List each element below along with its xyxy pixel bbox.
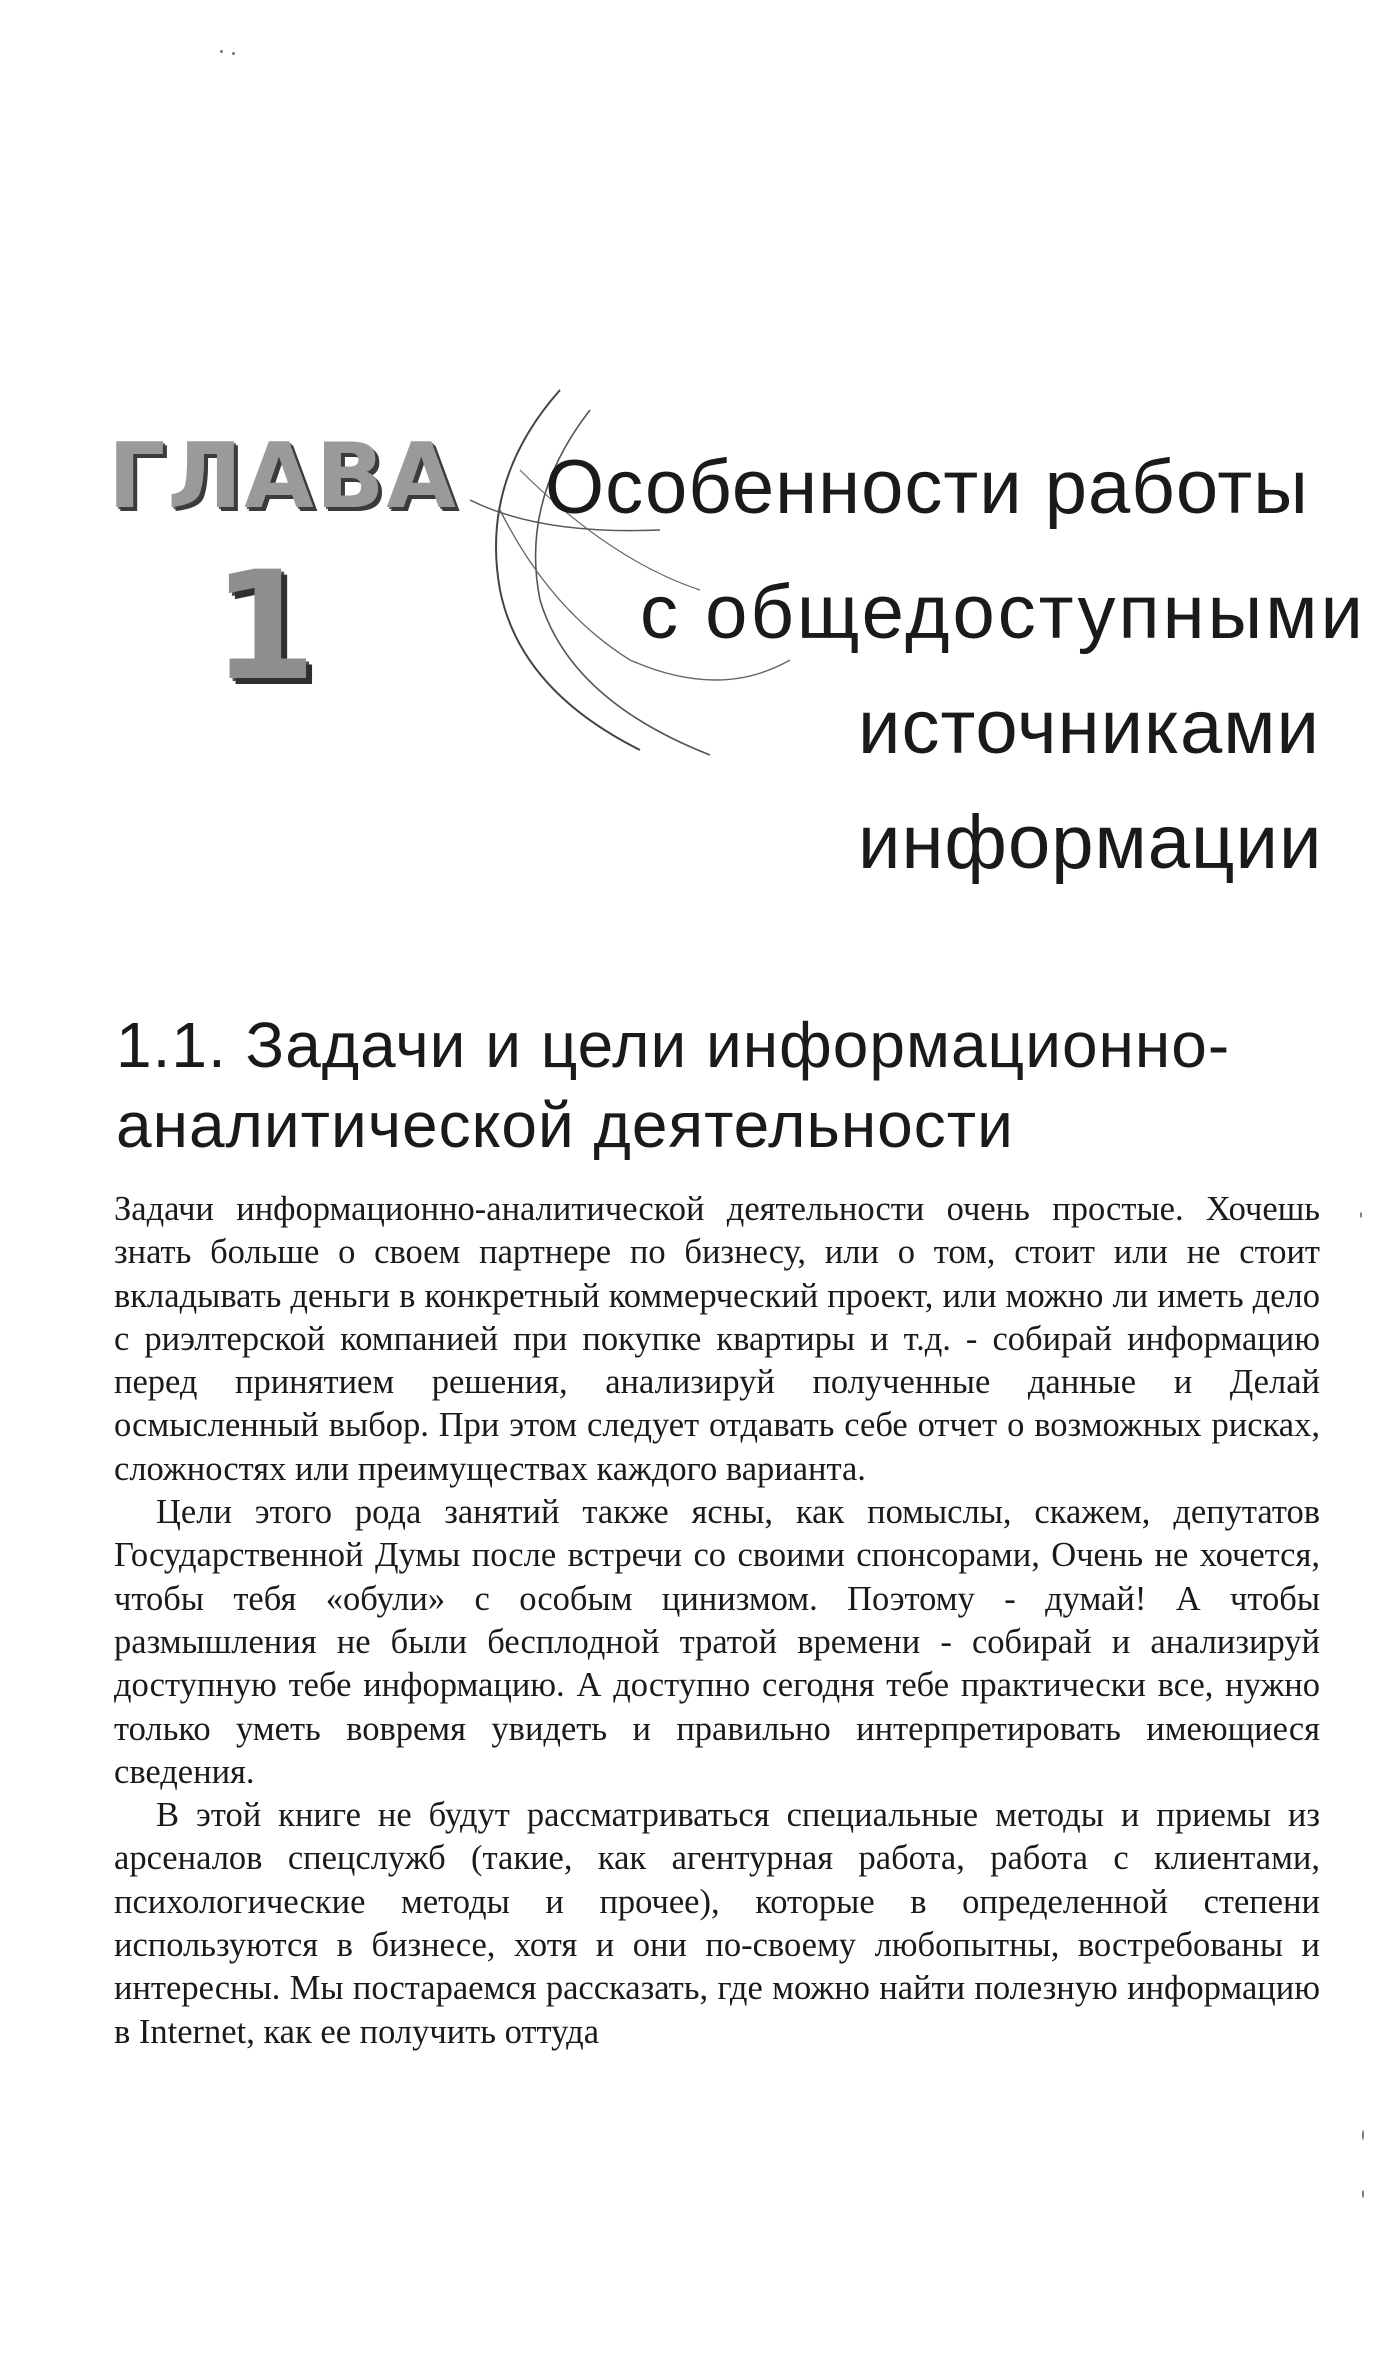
paragraph: Задачи информационно-аналитической деятельности очень простые. Хочешь знать больше о своем партнере по бизнесу, или о том, стоит или не стоит вкладывать деньги в конкретный коммерческий проект, или можно ли иметь дело с риэлтерской компанией при покупке квартиры и т.д. - собирай информацию перед принятием решения, анализируй полученные данные и Делай осмысленный выбор. При этом следует отдавать себе отчет о возможных рисках, сложностях или преимуществах каждого варианта.: [114, 1190, 1320, 1488]
scan-speck: [1362, 2130, 1364, 2140]
paragraph: Цели этого рода занятий также ясны, как помыслы, скажем, депутатов Государственной Думы после встречи со своими спонсорами, Очень не хочется, чтобы тебя «обули» с особым цинизмом. Поэтому - думай! А чтобы размышления не были бесплодной тратой времени - собирай и анализируй доступную тебе информацию. А доступно сегодня тебе практически все, нужно только уметь вовремя увидеть и правильно интерпретировать имеющиеся сведения.: [114, 1493, 1320, 1791]
chapter-title-line: информации: [858, 800, 1323, 885]
chapter-title-line: источниками: [858, 685, 1320, 770]
paragraph: В этой книге не будут рассматриваться специальные методы и приемы из арсеналов спецслужб (такие, как агентурная работа, работа с клиентами, психологические методы и прочее), которые в определенной степени используются в бизнесе, хотя и они по-своему любопытны, востребованы и интересны. Мы постараемся рассказать, где можно найти полезную информацию в Internet, как ее получить оттуда: [114, 1796, 1320, 2051]
chapter-number: 1: [212, 540, 317, 714]
section-heading: 1.1. Задачи и цели информационно-аналитической деятельности: [116, 1009, 1231, 1161]
scan-speck: [1362, 2190, 1364, 2198]
scan-speck: [220, 50, 223, 53]
body-text: [114, 1188, 1320, 2054]
chapter-title-line: Особенности работы: [545, 445, 1309, 530]
scan-speck: [232, 52, 235, 55]
chapter-title-line: с общедоступными: [640, 570, 1366, 655]
scan-speck: [1360, 1212, 1362, 1218]
chapter-label: ГЛАВА: [108, 424, 459, 529]
